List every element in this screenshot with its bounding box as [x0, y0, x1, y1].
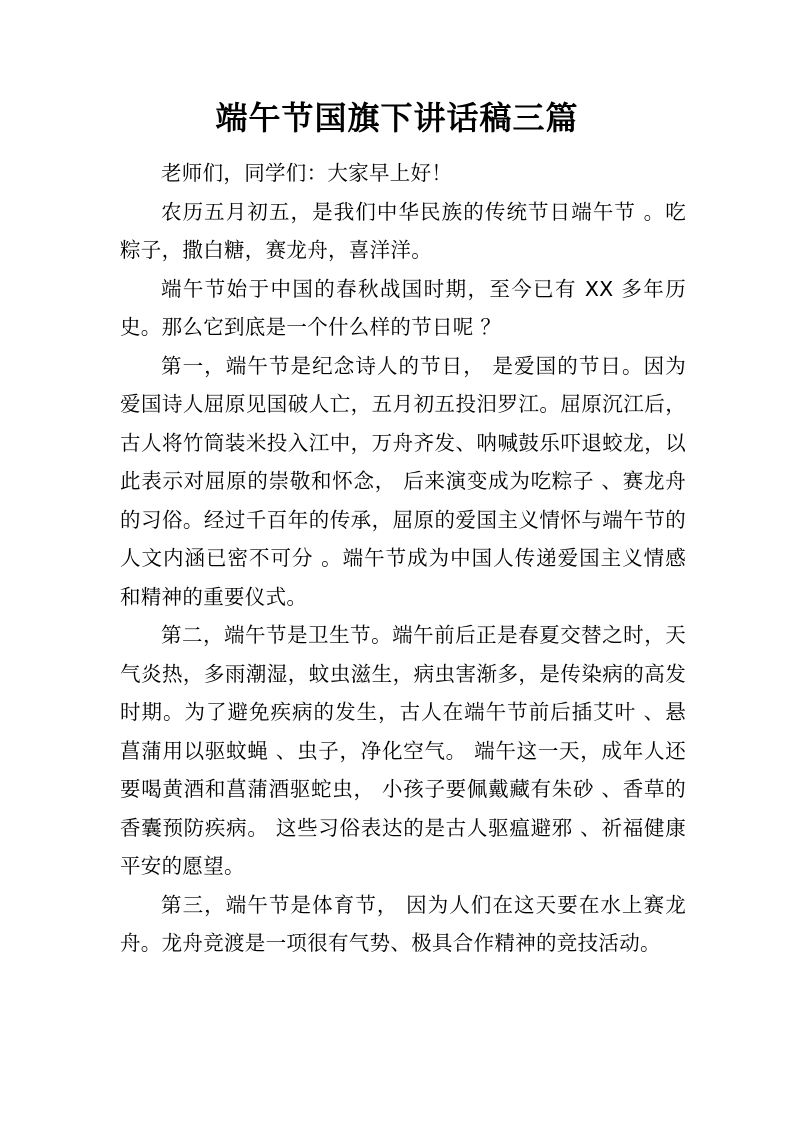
greeting-paragraph: 老师们，同学们：大家早上好！ — [161, 161, 453, 185]
third-point-paragraph: 第三，端午节是体育节， 因为人们在这天要在水上赛龙舟。龙舟竞渡是一项很有气势、极具合作精神的竞技活动。 — [120, 892, 686, 955]
first-point-paragraph: 第一，端午节是纪念诗人的节日， 是爱国的节日。因为爱国诗人屈原见国破人亡，五月初五投汨罗江。屈原沉江后，古人将竹筒装米投入江中，万舟齐发、呐喊鼓乐吓退蛟龙，以此表示对屈原的崇敬和怀念， 后来演变成为吃粽子 、赛龙舟的习俗。经过千百年的传承，屈原的爱国主义情怀与端午节的人文内涵已密不可分 。端午节成为中国人传递爱国主义情感和精神的重要仪式。 — [120, 353, 686, 609]
origin-paragraph: 端午节始于中国的春秋战国时期，至今已有 XX 多年历史。那么它到底是一个什么样的节日呢 ？ — [120, 276, 686, 339]
second-point-paragraph: 第二，端午节是卫生节。端午前后正是春夏交替之时，天气炎热，多雨潮湿，蚊虫滋生，病虫害渐多，是传染病的高发时期。为了避免疾病的发生，古人在端午节前后插艾叶 、悬菖蒲用以驱蚊蝇 、虫子，净化空气。 端午这一天，成年人还要喝黄酒和菖蒲酒驱蛇虫， 小孩子要佩戴藏有朱砂 、香草的香囊预防疾病。 这些习俗表达的是古人驱瘟避邪 、祈福健康平安的愿望。 — [120, 623, 686, 878]
document-body — [120, 154, 686, 963]
intro-paragraph: 农历五月初五，是我们中华民族的传统节日端午节 。吃粽子，撒白糖，赛龙舟，喜洋洋。 — [120, 199, 686, 262]
page-title: 端午节国旗下讲话稿三篇 — [215, 99, 579, 137]
